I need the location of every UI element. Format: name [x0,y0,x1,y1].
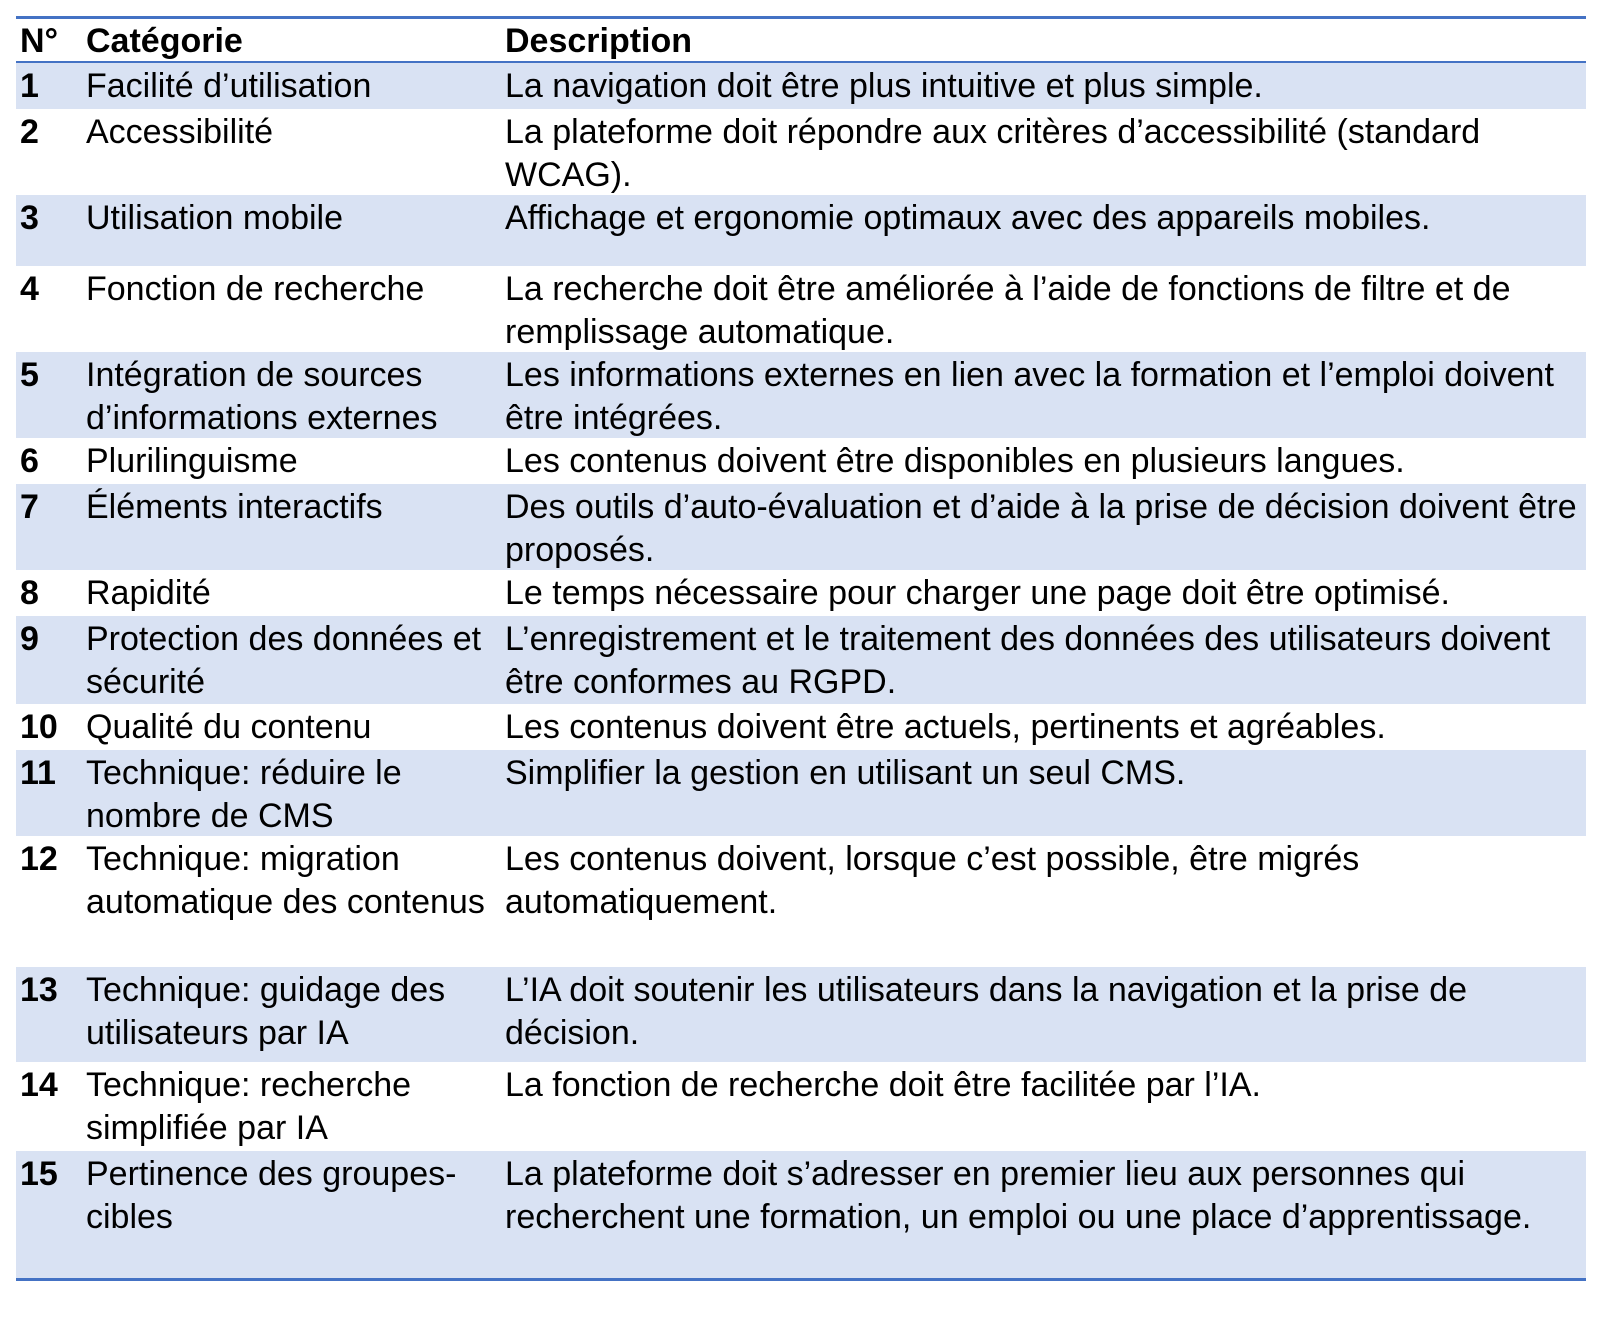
table-row [16,616,1586,704]
row-category: Plurilinguisme [86,442,298,480]
row-description: Simplifier la gestion en utilisant un seul CMS. [505,754,1186,792]
row-description: Les contenus doivent être disponibles en plusieurs langues. [505,442,1405,480]
row-description: Les contenus doivent, lorsque c’est possible, être migrés automatiquement. [505,840,1360,921]
row-num: 6 [20,442,39,480]
row-num: 12 [20,840,58,878]
table-row [16,750,1586,836]
table-row [16,352,1586,438]
row-description: L’enregistrement et le traitement des données des utilisateurs doivent être conformes au RGPD. [505,620,1551,701]
table-row [16,195,1586,266]
row-category: Éléments interactifs [86,488,383,526]
row-num: 2 [20,113,39,151]
table-row [16,1062,1586,1151]
row-num: 14 [20,1066,58,1104]
row-description: La navigation doit être plus intuitive et plus simple. [505,67,1263,105]
row-description: L’IA doit soutenir les utilisateurs dans la navigation et la prise de décision. [505,971,1468,1052]
header-num: N° [20,22,59,60]
row-category: Rapidité [86,574,211,612]
row-description: La recherche doit être améliorée à l’aide de fonctions de filtre et de remplissage automatique. [505,270,1511,351]
table-row [16,484,1586,570]
row-category: Technique: recherche simplifiée par IA [86,1066,412,1147]
requirements-table [16,16,1586,1281]
table-bottom-rule [16,1278,1586,1281]
row-category: Qualité du contenu [86,708,372,746]
row-description: La fonction de recherche doit être facilitée par l’IA. [505,1066,1261,1104]
row-category: Technique: guidage des utilisateurs par IA [86,971,446,1052]
row-category: Fonction de recherche [86,270,425,308]
table-row [16,1151,1586,1278]
table-row [16,63,1586,109]
table-row [16,704,1586,750]
row-num: 8 [20,574,39,612]
row-description: Des outils d’auto-évaluation et d’aide à la prise de décision doivent être proposés. [505,488,1577,569]
table-row [16,438,1586,484]
row-description: La plateforme doit répondre aux critères d’accessibilité (standard WCAG). [505,113,1481,194]
table-row [16,570,1586,616]
row-description: Les contenus doivent être actuels, pertinents et agréables. [505,708,1386,746]
row-num: 5 [20,356,39,394]
row-num: 15 [20,1155,58,1193]
row-num: 1 [20,67,39,105]
row-description: La plateforme doit s’adresser en premier lieu aux personnes qui recherchent une formation, un emploi ou une place d’apprentissage. [505,1155,1532,1236]
table-row [16,967,1586,1062]
table-row [16,836,1586,967]
row-category: Intégration de sources d’informations externes [86,356,438,437]
row-num: 4 [20,270,39,308]
row-num: 13 [20,971,58,1009]
table-row [16,266,1586,352]
header-description: Description [505,22,693,60]
row-num: 3 [20,199,39,237]
table-row [16,109,1586,195]
row-description: Le temps nécessaire pour charger une page doit être optimisé. [505,574,1450,612]
row-category: Accessibilité [86,113,274,151]
row-num: 7 [20,488,39,526]
row-category: Pertinence des groupes-cibles [86,1155,457,1236]
row-description: Affichage et ergonomie optimaux avec des appareils mobiles. [505,199,1431,237]
row-category: Facilité d’utilisation [86,67,372,105]
row-category: Protection des données et sécurité [86,620,482,701]
table-header-row [16,19,1586,61]
row-num: 11 [20,754,56,792]
row-num: 9 [20,620,39,658]
row-description: Les informations externes en lien avec la formation et l’emploi doivent être intégrées. [505,356,1554,437]
row-category: Technique: réduire le nombre de CMS [86,754,402,835]
row-num: 10 [20,708,58,746]
row-category: Technique: migration automatique des contenus [86,840,485,921]
row-category: Utilisation mobile [86,199,343,237]
header-category: Catégorie [86,22,243,60]
